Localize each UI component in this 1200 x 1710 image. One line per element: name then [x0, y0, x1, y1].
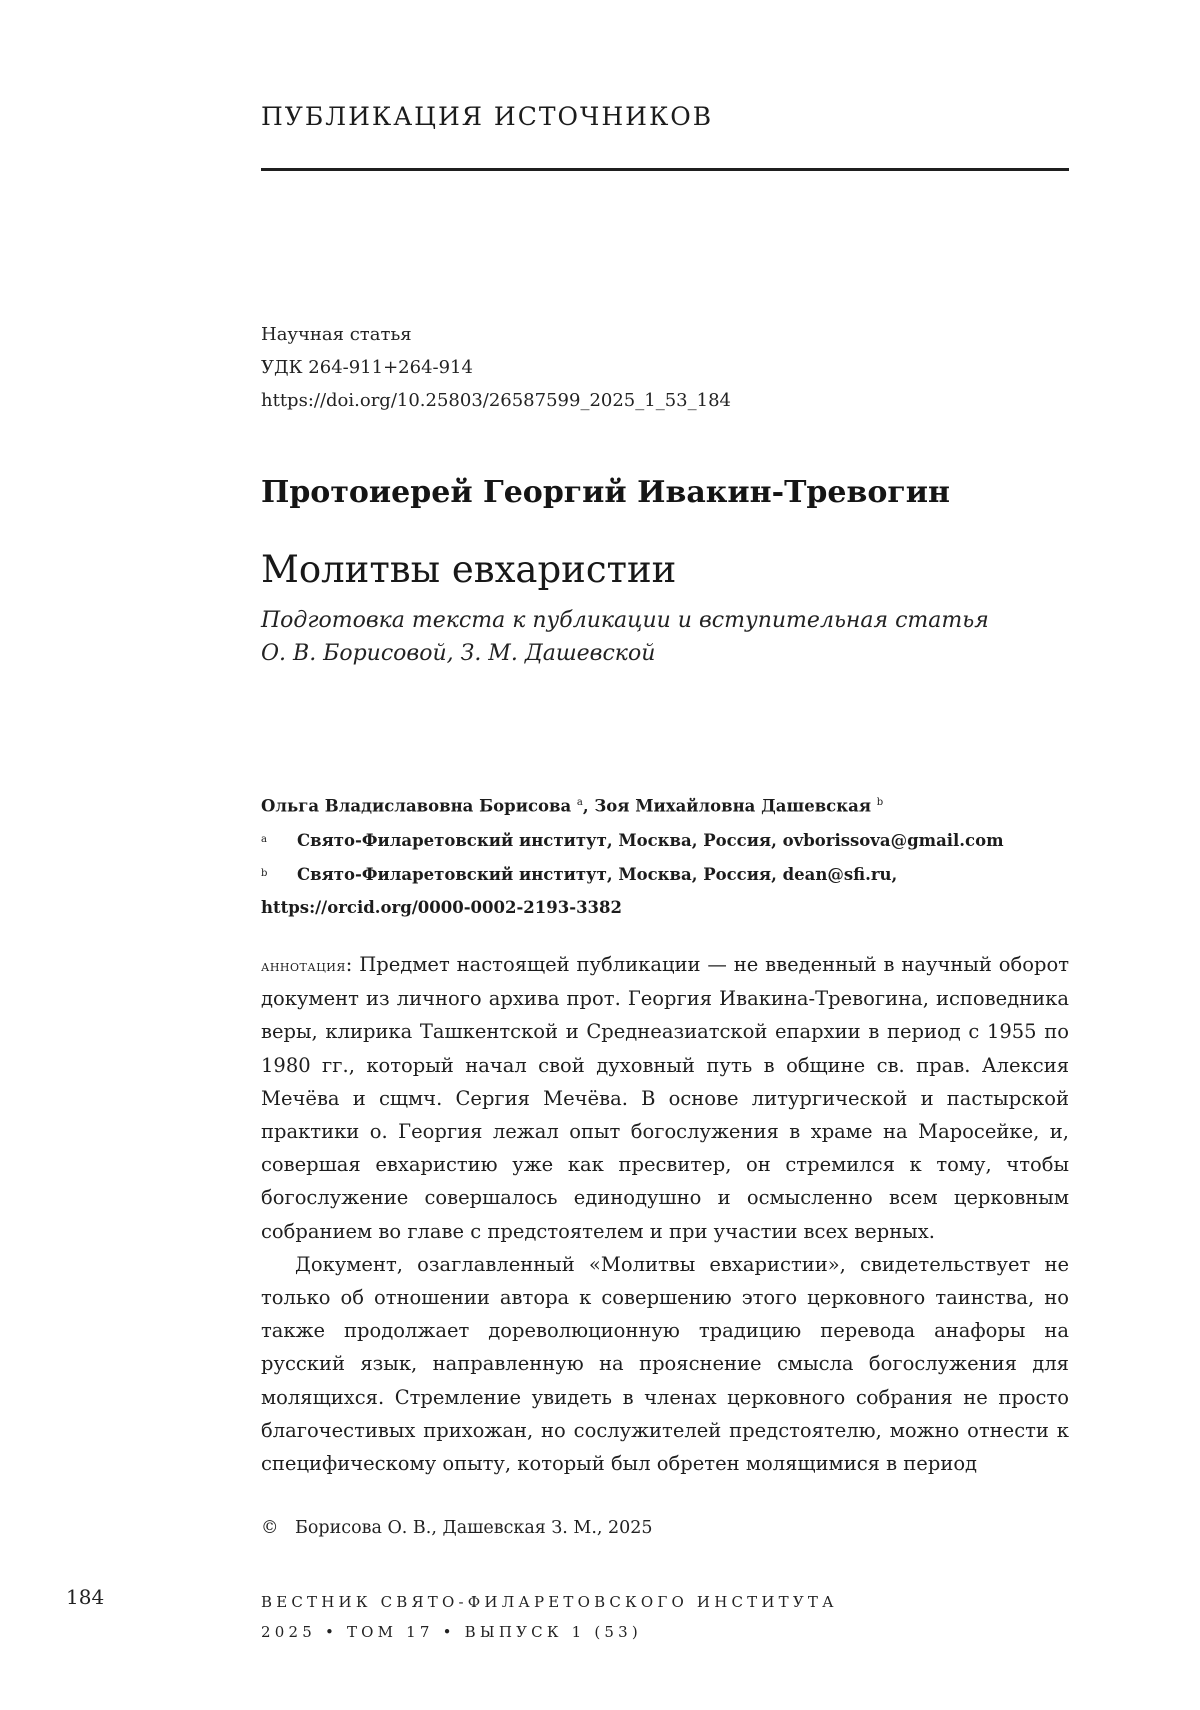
affiliation-a [261, 823, 1069, 857]
journal-footer [261, 1587, 1069, 1647]
affiliation-a-mark: a [261, 833, 267, 845]
orcid-link[interactable]: https://orcid.org/0000-0002-2193-3382 [261, 897, 623, 917]
article-author: Протоиерей Георгий Ивакин-Тревогин [261, 475, 950, 510]
abstract [261, 948, 1069, 1480]
page-number: 184 [66, 1585, 105, 1609]
journal-issue: 2025 • ТОМ 17 • ВЫПУСК 1 (53) [261, 1623, 642, 1641]
copyright-icon: © [261, 1518, 279, 1538]
subtitle-line-1: Подготовка текста к публикации и вступительная статья [261, 608, 989, 633]
author-2-mark: b [876, 797, 884, 808]
abstract-paragraph-1 [261, 948, 1069, 1248]
affiliation-b-text[interactable]: Свято-Филаретовский институт, Москва, Россия, dean@sfi.ru, [297, 864, 898, 884]
affiliation-b [261, 857, 1069, 891]
subtitle-line-2: О. В. Борисовой, З. М. Дашевской [261, 641, 656, 666]
author-1: Ольга Владиславовна Борисова [261, 796, 572, 816]
article-meta [261, 318, 1069, 417]
author-1-mark: a [576, 797, 583, 808]
journal-name: ВЕСТНИК СВЯТО-ФИЛАРЕТОВСКОГО ИНСТИТУТА [261, 1593, 838, 1611]
authors-line [261, 786, 1069, 823]
author-2: Зоя Михайловна Дашевская [594, 796, 872, 816]
doi-link[interactable]: https://doi.org/10.25803/26587599_2025_1_53_184 [261, 390, 731, 411]
header-rule [261, 168, 1069, 171]
article-type: Научная статья [261, 324, 412, 345]
copyright-text: Борисова О. В., Дашевская З. М., 2025 [295, 1518, 653, 1538]
article-title: Молитвы евхаристии [261, 548, 677, 591]
copyright [261, 1518, 1069, 1538]
affiliation-b-mark: b [261, 867, 268, 879]
abstract-text-1: : Предмет настоящей публикации — не введенный в научный оборот документ из личного архива прот. Георгия Ивакина-Тревогина, исповедника веры, клирика Ташкентской и Среднеазиатской епархии в период с 1955 по 1980 гг., который начал свой духовный путь в общине св. прав. Алексия Мечёва и сщмч. Сергия Мечёва. В основе литургической и пастырской практики о. Георгия лежал опыт богослужения в храме на Маросейке, и, совершая евхаристию уже как пресвитер, он стремился к тому, чтобы богослужение совершалось единодушно и осмысленно всем церковным собранием во главе с предстоятелем и при участии всех верных. [261, 953, 1069, 1243]
affiliation-a-text[interactable]: Свято-Филаретовский институт, Москва, Россия, ovborissova@gmail.com [297, 830, 1004, 850]
section-title: ПУБЛИКАЦИЯ ИСТОЧНИКОВ [261, 102, 714, 131]
udc-code: УДК 264-911+264-914 [261, 357, 473, 378]
article-subtitle [261, 604, 1069, 670]
abstract-paragraph-2: Документ, озаглавленный «Молитвы евхаристии», свидетельствует не только об отношении автора к совершению этого церковного таинства, но также продолжает дореволюционную традицию перевода анафоры на русский язык, направленную на прояснение смысла богослужения для молящихся. Стремление увидеть в членах церковного собрания не просто благочестивых прихожан, но сослужителей предстоятелю, можно отнести к специфическому опыту, который был обретен молящимися в период [261, 1252, 1069, 1476]
authors-block [261, 786, 1069, 924]
author-separator: , [582, 796, 589, 816]
abstract-label: аннотация [261, 956, 346, 975]
